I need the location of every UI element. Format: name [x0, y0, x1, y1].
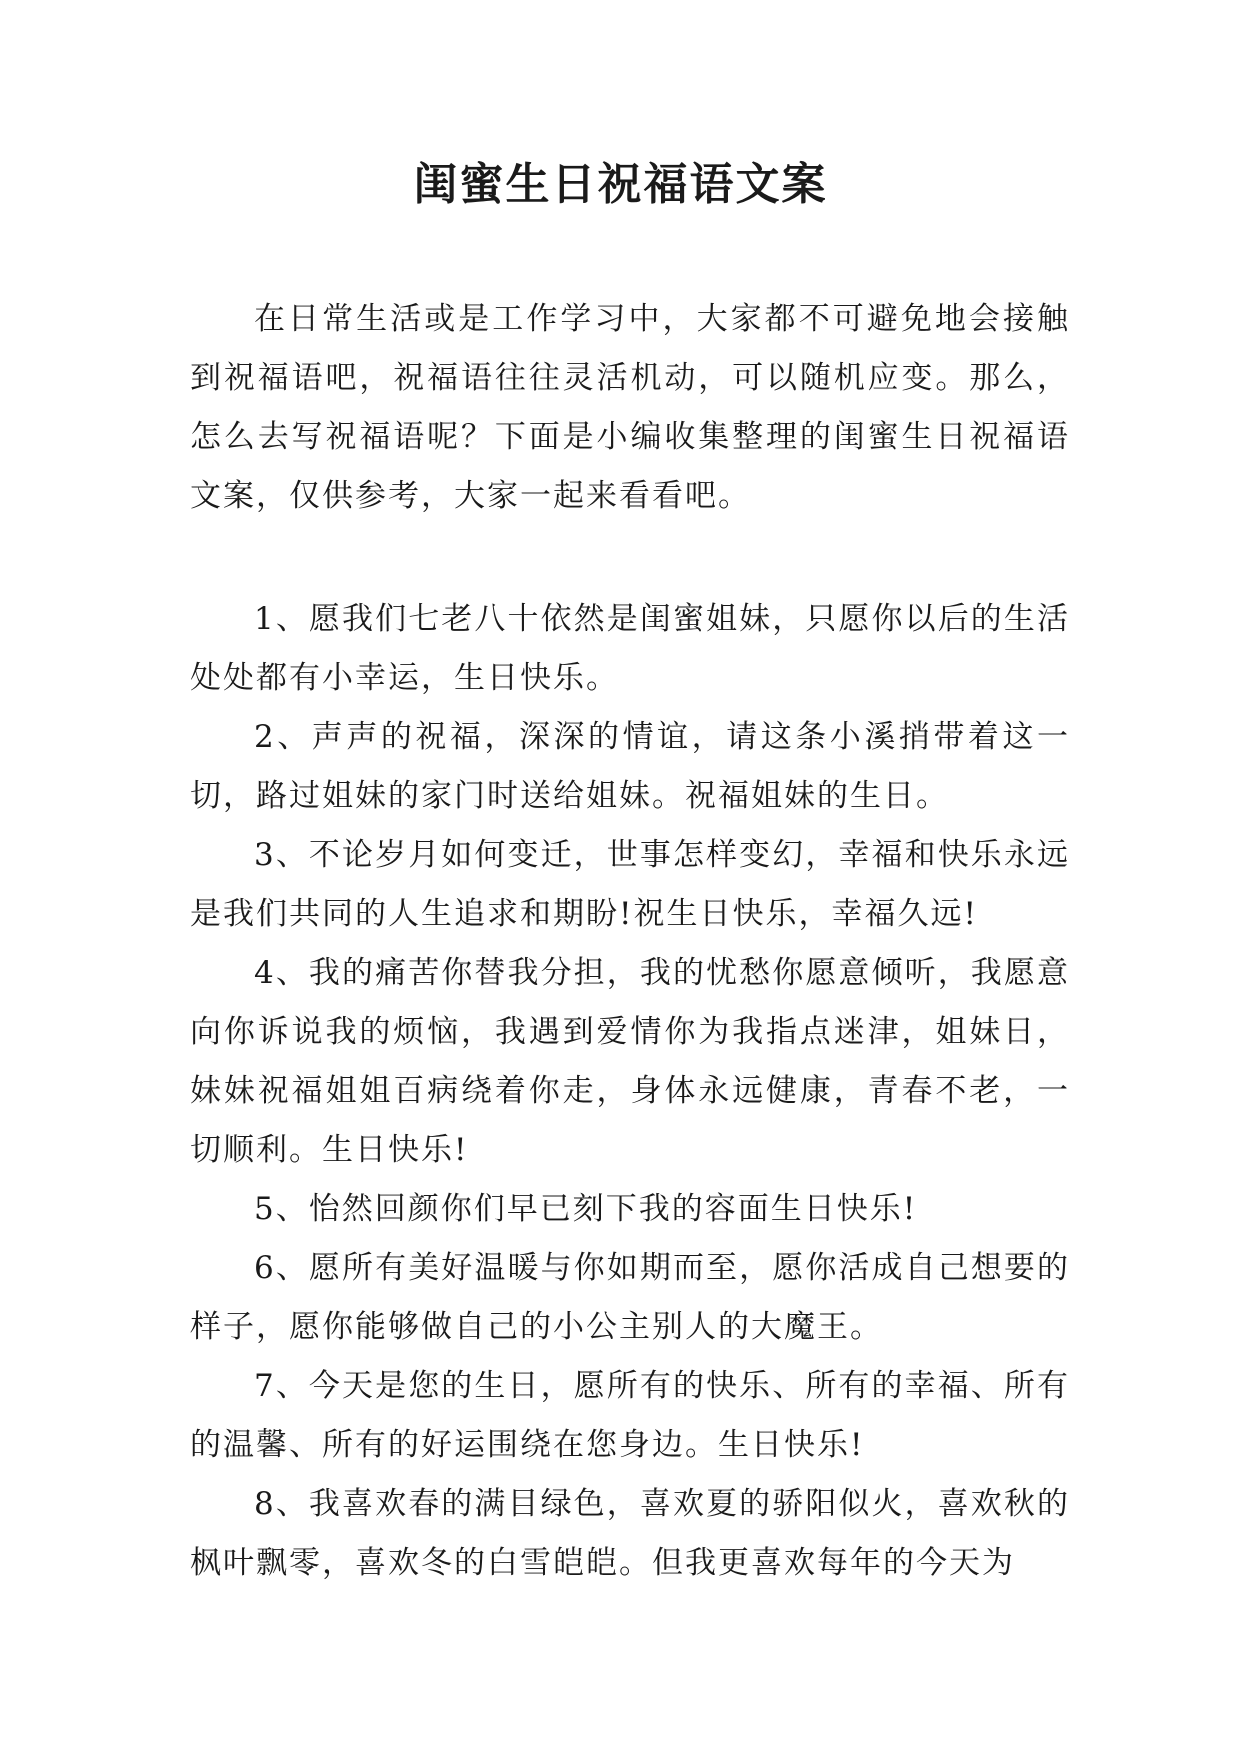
wish-item-3: 3、不论岁月如何变迁，世事怎样变幻，幸福和快乐永远是我们共同的人生追求和期盼!祝生日快乐，幸福久远!	[190, 837, 1070, 932]
wish-item-4: 4、我的痛苦你替我分担，我的忧愁你愿意倾听，我愿意向你诉说我的烦恼，我遇到爱情你为我指点迷津，姐妹日，妹妹祝福姐姐百病绕着你走，身体永远健康，青春不老，一切顺利。生日快乐!	[190, 955, 1070, 1168]
wish-item-7: 7、今天是您的生日，愿所有的快乐、所有的幸福、所有的温馨、所有的好运围绕在您身边。生日快乐!	[190, 1368, 1070, 1463]
document-body	[190, 290, 1070, 1593]
wish-item-1: 1、愿我们七老八十依然是闺蜜姐妹，只愿你以后的生活处处都有小幸运，生日快乐。	[190, 601, 1070, 696]
wish-item-8: 8、我喜欢春的满目绿色，喜欢夏的骄阳似火，喜欢秋的枫叶飘零，喜欢冬的白雪皑皑。但我更喜欢每年的今天为	[190, 1486, 1070, 1581]
document-title: 闺蜜生日祝福语文案	[413, 159, 828, 210]
intro-paragraph: 在日常生活或是工作学习中，大家都不可避免地会接触到祝福语吧，祝福语往往灵活机动，可以随机应变。那么，怎么去写祝福语呢？下面是小编收集整理的闺蜜生日祝福语文案，仅供参考，大家一起来看看吧。	[190, 301, 1070, 514]
wish-item-2: 2、声声的祝福，深深的情谊，请这条小溪捎带着这一切，路过姐妹的家门时送给姐妹。祝福姐妹的生日。	[190, 719, 1070, 814]
wish-item-5: 5、怡然回颜你们早已刻下我的容面生日快乐!	[254, 1191, 918, 1227]
wish-item-6: 6、愿所有美好温暖与你如期而至，愿你活成自己想要的样子，愿你能够做自己的小公主别人的大魔王。	[190, 1250, 1070, 1345]
